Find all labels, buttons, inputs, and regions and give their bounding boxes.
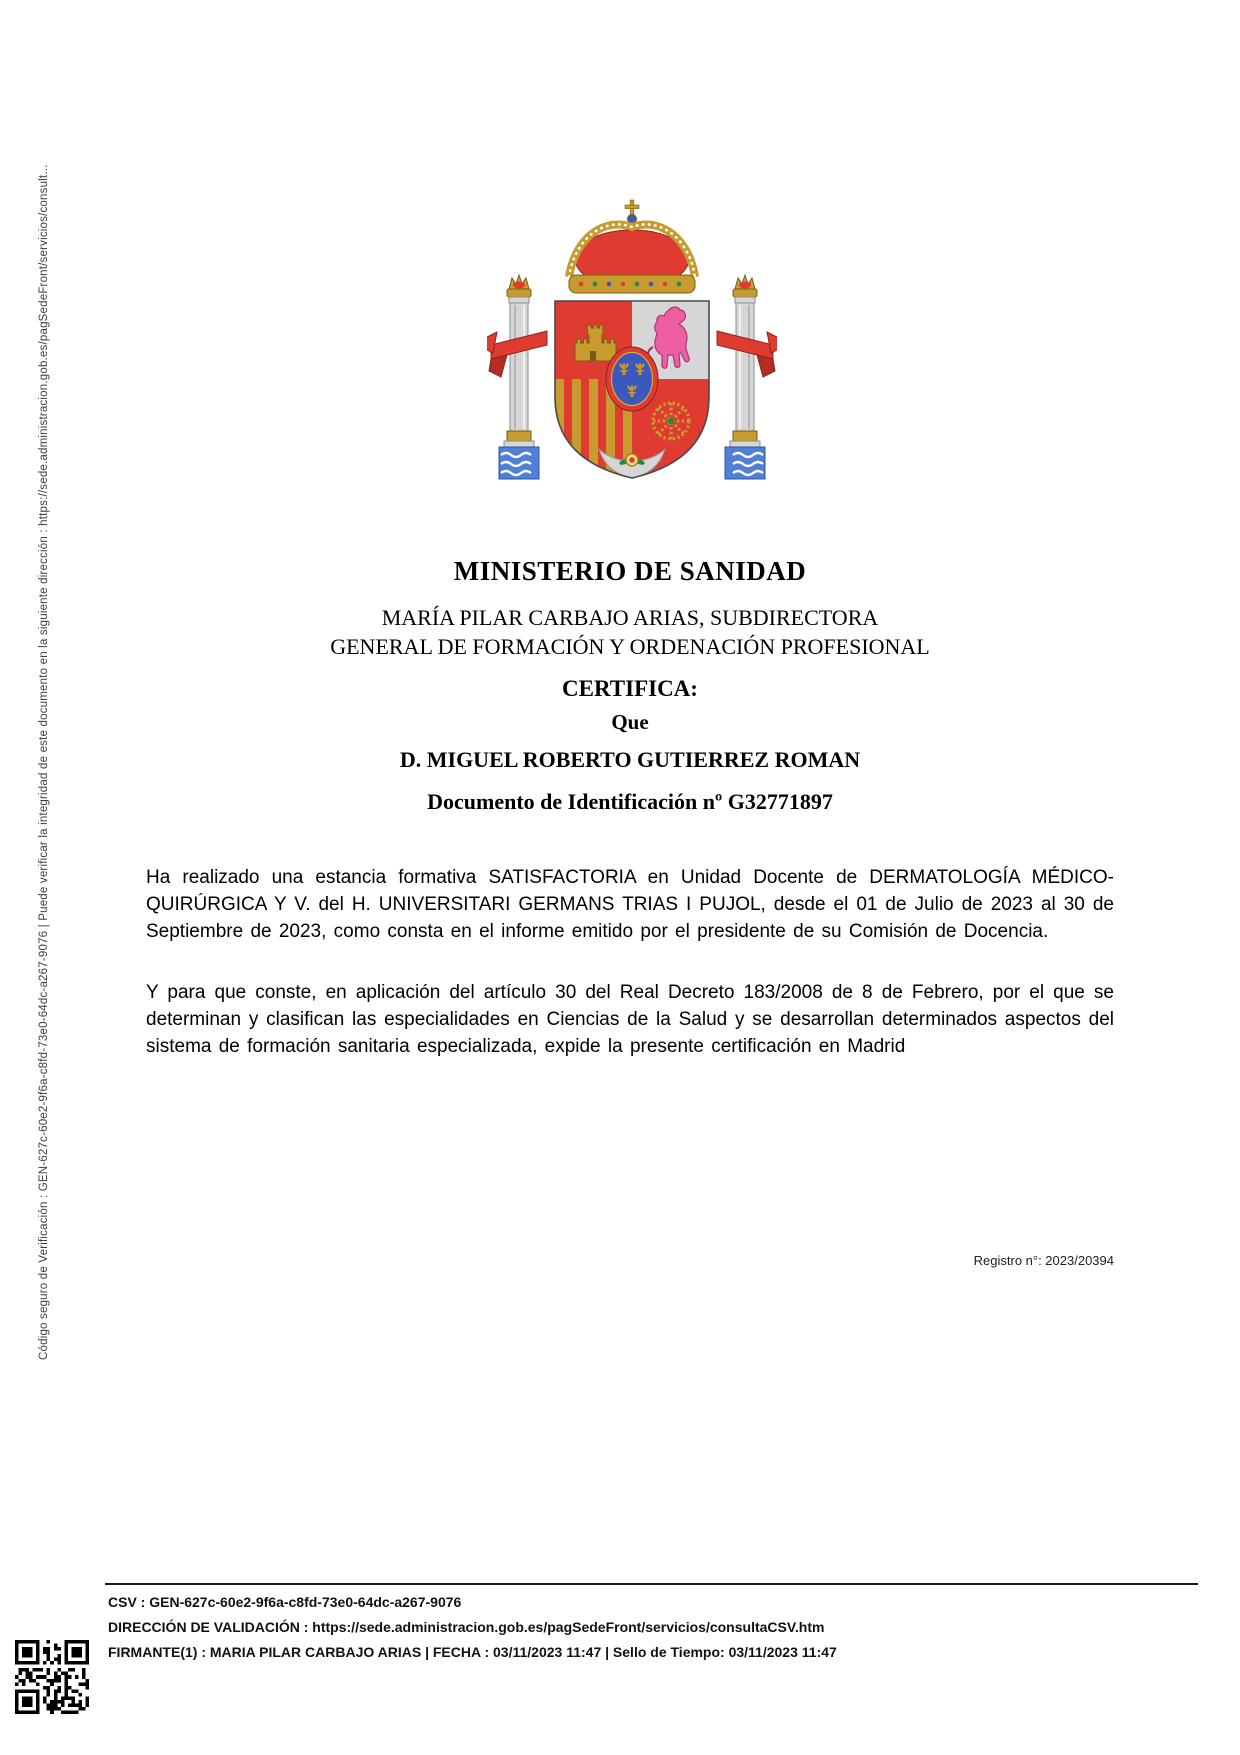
spain-coat-of-arms-icon: [487, 195, 777, 485]
identification-number: Documento de Identificación nº G32771897: [427, 789, 833, 814]
footer-validation-line: DIRECCIÓN DE VALIDACIÓN : https://sede.administracion.gob.es/pagSedeFront/servicios/consultaCSV.htm: [108, 1619, 825, 1635]
verification-sidebar-text: Código seguro de Verificación : GEN-627c-60e2-9f6a-c8fd-73e0-64dc-a267-9076 | Puede verificar la integridad de este documento en la siguiente dirección : https://sede.administracion.gob.es/pagSedeFront/servicios/consult...: [38, 164, 50, 1360]
que-label: Que: [611, 710, 649, 734]
footer-divider-line: [105, 1583, 1198, 1585]
certificate-paragraph-2: Y para que conste, en aplicación del artículo 30 del Real Decreto 183/2008 de 8 de Febrero, por el que se determinan y clasifican las especialidades en Ciencias de la Salud y se desarrollan determinados aspectos del sistema de formación sanitaria especializada, expide la presente certificación en Madrid: [146, 982, 1114, 1057]
qr-code-icon: [15, 1640, 89, 1714]
signer-name-and-role: [146, 603, 1114, 661]
royal-crown: [569, 200, 695, 293]
ministry-title: MINISTERIO DE SANIDAD: [453, 556, 807, 586]
certificate-paragraph-1: Ha realizado una estancia formativa SATISFACTORIA en Unidad Docente de DERMATOLOGÍA MÉDICO-QUIRÚRGICA Y V. del H. UNIVERSITARI GERMANS TRIAS I PUJOL, desde el 01 de Julio de 2023 al 30 de Septiembre de 2023, como consta en el informe emitido por el presidente de su Comisión de Docencia.: [146, 867, 1114, 942]
registry-number: Registro n°: 2023/20394: [973, 1253, 1114, 1268]
signer-line-2: GENERAL DE FORMACIÓN Y ORDENACIÓN PROFESIONAL: [330, 634, 930, 659]
footer-firmante-line: FIRMANTE(1) : MARIA PILAR CARBAJO ARIAS | FECHA : 03/11/2023 11:47 | Sello de Tiempo: 03/11/2023 11:47: [108, 1644, 837, 1660]
signer-line-1: MARÍA PILAR CARBAJO ARIAS, SUBDIRECTORA: [381, 605, 879, 630]
certifies-label: CERTIFICA:: [562, 676, 698, 701]
footer-csv-line: CSV : GEN-627c-60e2-9f6a-c8fd-73e0-64dc-a267-9076: [108, 1594, 462, 1610]
certified-person-name: D. MIGUEL ROBERTO GUTIERREZ ROMAN: [399, 747, 861, 772]
quartered-shield: [555, 301, 709, 479]
